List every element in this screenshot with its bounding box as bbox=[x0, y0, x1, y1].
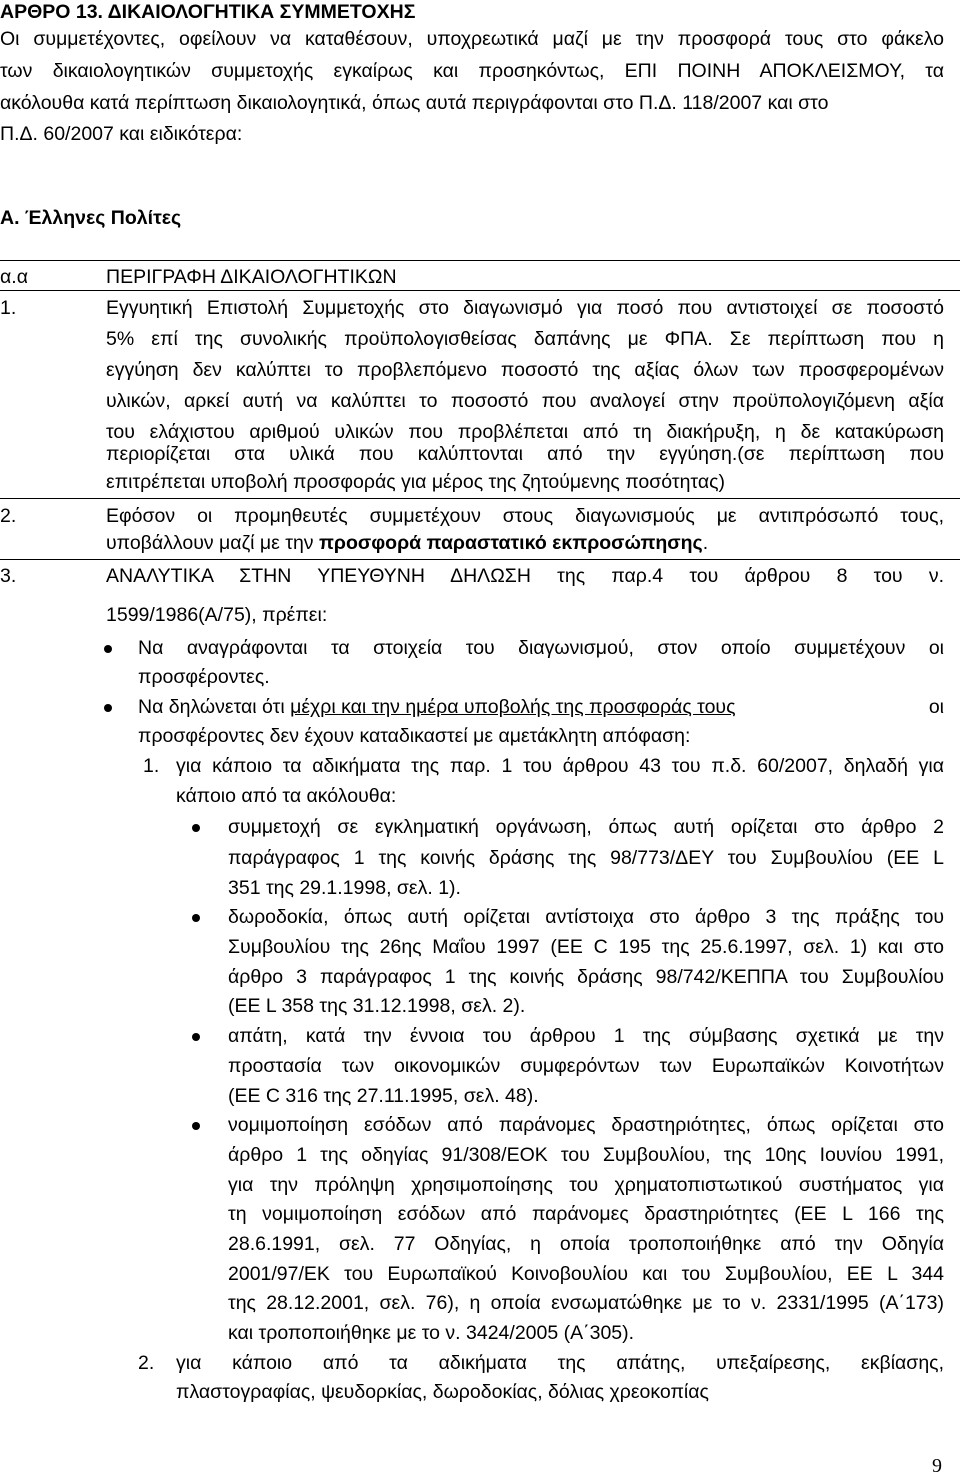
bullet-1-line-1: Να αναγράφονται τα στοιχεία του διαγωνισμού, στον οποίο συμμετέχουν οι bbox=[138, 637, 944, 659]
sub-bullet-3-line-1: απάτη, κατά την έννοια του άρθρου 1 της σύμβασης σχετικά με την bbox=[228, 1025, 944, 1047]
intro-line-3: ακόλουθα κατά περίπτωση δικαιολογητικά, όπως αυτά περιγράφονται στο Π.Δ. 118/2007 και στο bbox=[0, 92, 829, 114]
intro-line-4: Π.Δ. 60/2007 και ειδικότερα: bbox=[0, 123, 243, 145]
sub-bullet-1-line-2: παράγραφος 1 της κοινής δράσης της 98/773/ΔΕΥ του Συμβουλίου (ΕΕ L bbox=[228, 847, 944, 869]
numbered-1-line-2: κάποιο από τα ακόλουθα: bbox=[176, 785, 397, 807]
bullet-2-underlined-phrase: μέχρι και την ημέρα υποβολής της προσφοράς τους bbox=[290, 696, 736, 718]
sub-bullet-4-dot bbox=[192, 1122, 200, 1130]
table-rule-row1 bbox=[0, 498, 960, 499]
intro-line-1: Οι συμμετέχοντες, οφείλουν να καταθέσουν, υποχρεωτικά μαζί με την προσφορά τους στο φάκελο bbox=[0, 28, 944, 50]
sub-bullet-4-line-8: και τροποποιήθηκε με το ν. 3424/2005 (Α΄305). bbox=[228, 1322, 635, 1344]
sub-bullet-3-line-3: (ΕΕ C 316 της 27.11.1995, σελ. 48). bbox=[228, 1085, 539, 1107]
bullet-2-dot bbox=[104, 704, 112, 712]
row1-line-5: του ελάχιστου αριθμού υλικών που προβλέπεται από τη διακήρυξη, η δε κατακύρωση bbox=[106, 421, 944, 443]
sub-bullet-1-line-1: συμμετοχή σε εγκληματική οργάνωση, όπως αυτή ορίζεται στο άρθρο 2 bbox=[228, 816, 944, 838]
table-rule-row2 bbox=[0, 559, 960, 560]
row1-line-3: εγγύηση δεν καλύπτει το προβλεπόμενο ποσοστό της αξίας όλων των προσφερομένων bbox=[106, 359, 944, 381]
sub-bullet-2-line-2: Συμβουλίου της 26ης Μαΐου 1997 (ΕΕ C 195 της 25.6.1997, σελ. 1) και στο bbox=[228, 936, 944, 958]
table-header-number: α.α bbox=[0, 266, 28, 288]
section-heading: Α. Έλληνες Πολίτες bbox=[0, 207, 182, 229]
sub-bullet-2-line-1: δωροδοκία, όπως αυτή ορίζεται αντίστοιχα στο άρθρο 3 της πράξης του bbox=[228, 906, 944, 928]
sub-bullet-1-line-3: 351 της 29.1.1998, σελ. 1). bbox=[228, 877, 461, 899]
row2-line-1: Εφόσον οι προμηθευτές συμμετέχουν στους διαγωνισμούς με αντιπρόσωπό τους, bbox=[106, 505, 944, 527]
bullet-1-dot bbox=[104, 645, 112, 653]
bullet-2-line-1: Να δηλώνεται ότι μέχρι και την ημέρα υποβολής της προσφοράς τους οι bbox=[138, 696, 944, 718]
intro-line-2: των δικαιολογητικών συμμετοχής εγκαίρως και προσηκόντως, ΕΠΙ ΠΟΙΝΗ ΑΠΟΚΛΕΙΣΜΟΥ, τα bbox=[0, 60, 944, 82]
row1-line-2: 5% επί της συνολικής προϋπολογισθείσας δαπάνης με ΦΠΑ. Σε περίπτωση που η bbox=[106, 328, 944, 350]
sub-bullet-2-dot bbox=[192, 914, 200, 922]
row3-line-2: 1599/1986(Α/75), πρέπει: bbox=[106, 604, 328, 626]
row2-bold-phrase: προσφορά παραστατικό εκπροσώπησης bbox=[318, 532, 703, 554]
sub-bullet-3-line-2: προστασία των οικονομικών συμφερόντων των Ευρωπαϊκών Κοινοτήτων bbox=[228, 1055, 944, 1077]
row1-line-1: Εγγυητική Επιστολή Συμμετοχής στο διαγωνισμό για ποσό που αντιστοιχεί σε ποσοστό bbox=[106, 297, 944, 319]
sub-bullet-2-line-3: άρθρο 3 παράγραφος 1 της κοινής δράσης 98/742/ΚΕΠΠΑ του Συμβουλίου bbox=[228, 966, 944, 988]
table-rule-header bbox=[0, 290, 960, 291]
sub-bullet-4-line-3: για την πρόληψη χρησιμοποίησης του χρηματοπιστωτικού συστήματος για bbox=[228, 1174, 944, 1196]
page-number: 9 bbox=[932, 1455, 942, 1477]
numbered-2-line-1: για κάποιο από τα αδικήματα της απάτης, υπεξαίρεσης, εκβίασης, bbox=[176, 1352, 944, 1374]
numbered-1-number: 1. bbox=[143, 755, 160, 777]
table-rule-top bbox=[0, 260, 960, 261]
sub-bullet-4-line-6: 2001/97/ΕΚ του Ευρωπαϊκού Κοινοβουλίου και του Συμβουλίου, ΕΕ L 344 bbox=[228, 1263, 944, 1285]
row1-line-7: επιτρέπεται υποβολή προσφοράς για μέρος της ζητούμενης ποσότητας) bbox=[106, 471, 726, 493]
bullet-1-line-2: προσφέροντες. bbox=[138, 666, 270, 688]
row1-line-4: υλικών, αρκεί αυτή να καλύπτει το ποσοστό που αναλογεί στην προϋπολογιζόμενη αξία bbox=[106, 390, 944, 412]
article-title: ΑΡΘΡΟ 13. ΔΙΚΑΙΟΛΟΓΗΤΙΚΑ ΣΥΜΜΕΤΟΧΗΣ bbox=[0, 1, 416, 23]
numbered-1-line-1: για κάποιο τα αδικήματα της παρ. 1 του άρθρου 43 του π.δ. 60/2007, δηλαδή για bbox=[176, 755, 944, 777]
sub-bullet-3-dot bbox=[192, 1033, 200, 1041]
table-header-description: ΠΕΡΙΓΡΑΦΗ ΔΙΚΑΙΟΛΟΓΗΤΙΚΩΝ bbox=[106, 266, 397, 288]
sub-bullet-4-line-1: νομιμοποίηση εσόδων από παράνομες δραστηριότητες, όπως ορίζεται στο bbox=[228, 1114, 944, 1136]
numbered-2-number: 2. bbox=[138, 1352, 155, 1374]
sub-bullet-4-line-7: της 28.12.2001, σελ. 76), η οποία ενσωματώθηκε με το ν. 2331/1995 (Α΄173) bbox=[228, 1292, 944, 1314]
sub-bullet-4-line-2: άρθρο 1 της οδηγίας 91/308/ΕΟΚ του Συμβουλίου, της 10ης Ιουνίου 1991, bbox=[228, 1144, 944, 1166]
sub-bullet-4-line-5: 28.6.1991, σελ. 77 Οδηγίας, η οποία τροποποιήθηκε από την Οδηγία bbox=[228, 1233, 944, 1255]
row2-line-2: υποβάλλουν μαζί με την προσφορά παραστατικό εκπροσώπησης. bbox=[106, 532, 709, 554]
row3-number: 3. bbox=[0, 565, 17, 587]
sub-bullet-1-dot bbox=[192, 824, 200, 832]
sub-bullet-4-line-4: τη νομιμοποίηση εσόδων από παράνομες δραστηριότητες (ΕΕ L 166 της bbox=[228, 1203, 944, 1225]
row2-number: 2. bbox=[0, 505, 17, 527]
sub-bullet-2-line-4: (ΕΕ L 358 της 31.12.1998, σελ. 2). bbox=[228, 995, 526, 1017]
row1-number: 1. bbox=[0, 297, 17, 319]
row3-line-1: ΑΝΑΛΥΤΙΚΑ ΣΤΗΝ ΥΠΕΥΘΥΝΗ ΔΗΛΩΣΗ της παρ.4 του άρθρου 8 του ν. bbox=[106, 565, 944, 587]
numbered-2-line-2: πλαστογραφίας, ψευδορκίας, δωροδοκίας, δόλιας χρεοκοπίας bbox=[176, 1381, 709, 1403]
row1-line-6: περιορίζεται στα υλικά που καλύπτονται από την εγγύηση.(σε περίπτωση που bbox=[106, 443, 944, 465]
bullet-2-line-2: προσφέροντες δεν έχουν καταδικαστεί με αμετάκλητη απόφαση: bbox=[138, 725, 691, 747]
